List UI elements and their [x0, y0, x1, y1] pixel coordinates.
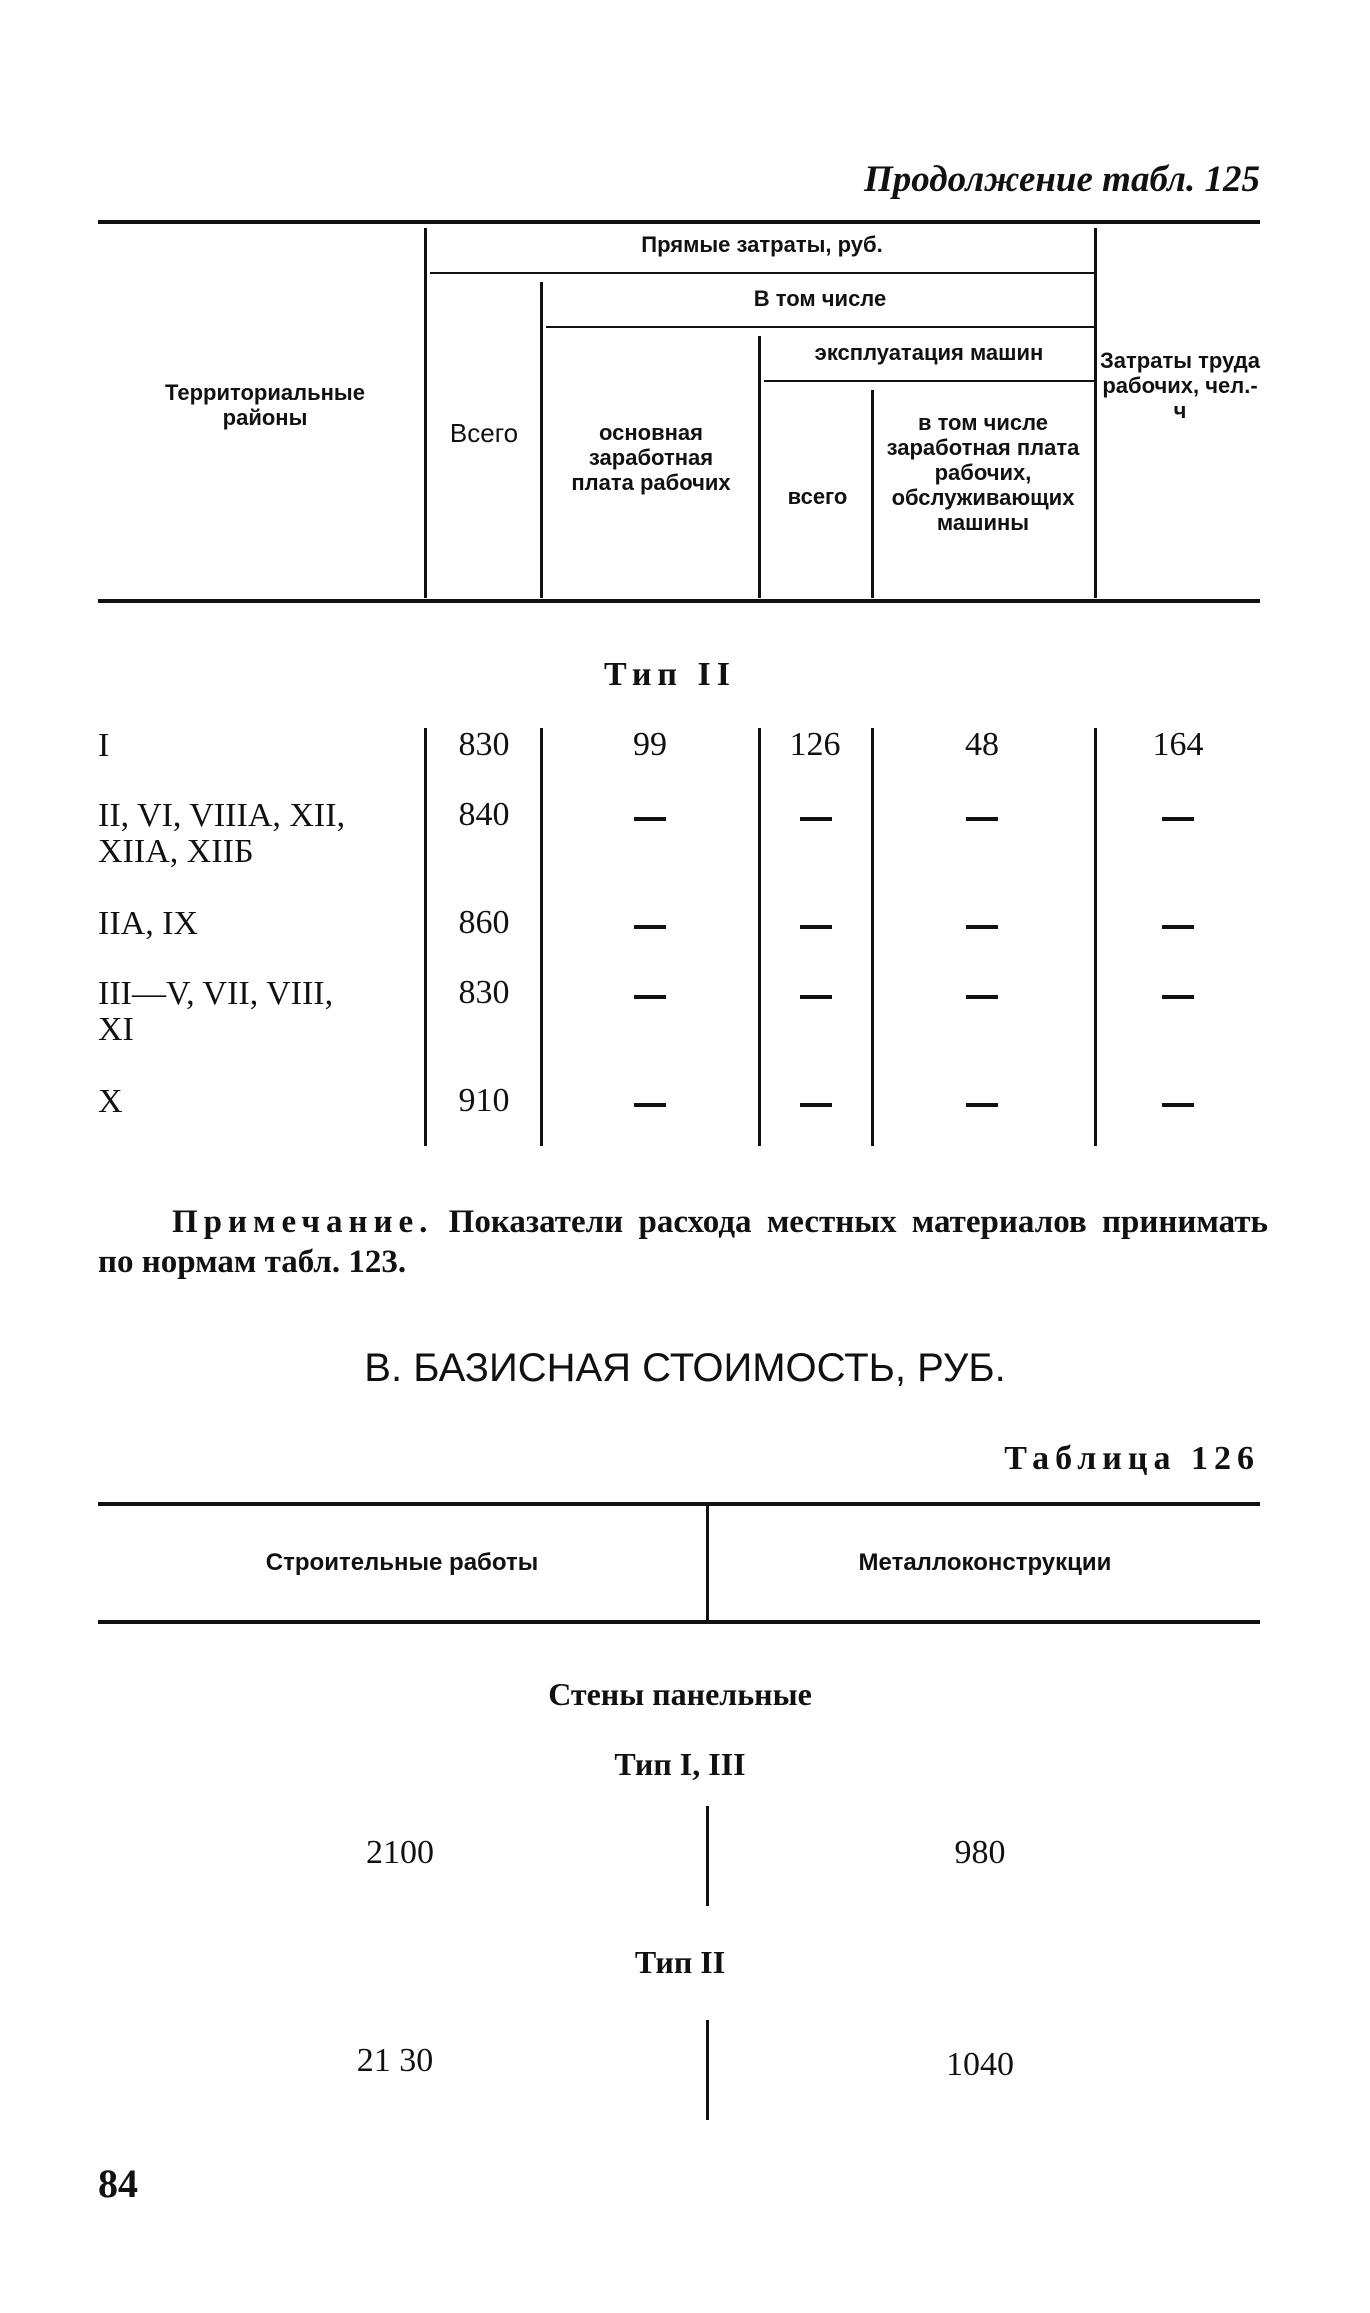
- region-label: II, VI, VIIIA, XII,: [98, 797, 346, 834]
- dash: [1162, 995, 1194, 999]
- cell-machine: 126: [789, 726, 841, 763]
- note-text: Показатели расхода местных материалов принимать по нормам табл. 123.: [98, 1204, 1268, 1280]
- header-labor: Затраты труда рабочих, чел.-ч: [1100, 348, 1260, 423]
- cell-wage: 99: [633, 726, 667, 763]
- header-base-wage: основная заработная плата рабочих: [571, 420, 731, 495]
- dash: [1162, 1103, 1194, 1107]
- page-number: 84: [98, 2161, 138, 2206]
- cell-metal: 980: [954, 1834, 1006, 1871]
- region-label: III—V, VII, VIII,: [98, 975, 334, 1012]
- dash: [634, 995, 666, 999]
- cell-total: 910: [458, 1082, 510, 1119]
- dash: [966, 817, 998, 821]
- header-total: Всего: [449, 418, 519, 448]
- region-label: XIIA, XIIБ: [98, 833, 254, 870]
- body-divider: [706, 1806, 709, 1906]
- body-divider: [871, 728, 874, 1146]
- cell-total: 860: [458, 904, 510, 941]
- header-divider: [706, 1506, 709, 1620]
- dash: [966, 1103, 998, 1107]
- region-label: XI: [98, 1011, 134, 1048]
- dash: [800, 1103, 832, 1107]
- header-divider: [1094, 228, 1097, 598]
- cell-total: 830: [458, 726, 510, 763]
- group-type-1-3: Тип I, III: [614, 1746, 746, 1782]
- dash: [800, 925, 832, 929]
- cell-total: 830: [458, 974, 510, 1011]
- section-title: В. БАЗИСНАЯ СТОИМОСТЬ, РУБ.: [364, 1346, 1006, 1390]
- dash: [1162, 925, 1194, 929]
- dash: [800, 995, 832, 999]
- body-divider: [758, 728, 761, 1146]
- header-including: В том числе: [753, 286, 887, 311]
- subtitle-walls: Стены панельные: [548, 1676, 812, 1712]
- header-divider: [871, 390, 874, 598]
- body-divider: [706, 2020, 709, 2120]
- cell-labor: 164: [1152, 726, 1204, 763]
- cell-metal: 1040: [946, 2046, 1014, 2083]
- region-label: IIA, IX: [98, 905, 199, 942]
- header-construction: Строительные работы: [265, 1549, 539, 1576]
- header-machine-operation: эксплуатация машин: [814, 340, 1044, 365]
- header-machine-total: всего: [787, 484, 848, 509]
- region-label: X: [98, 1083, 123, 1120]
- dash: [634, 925, 666, 929]
- dash: [634, 1103, 666, 1107]
- header-divider: [758, 336, 761, 598]
- header-divider: [540, 282, 543, 598]
- header-metal: Металлоконструкции: [858, 1549, 1112, 1576]
- cell-total: 840: [458, 796, 510, 833]
- continuation-label: Продолжение табл. 125: [864, 159, 1260, 200]
- table-top-rule: [98, 220, 1260, 224]
- table-top-rule: [98, 1502, 1260, 1506]
- header-machine-wage: в том числе заработная плата рабочих, обслуживающих машины: [886, 410, 1080, 535]
- region-label: I: [98, 727, 110, 764]
- table-header-bottom-rule: [98, 599, 1260, 603]
- body-divider: [1094, 728, 1097, 1146]
- dash: [634, 817, 666, 821]
- dash: [1162, 817, 1194, 821]
- cell-machine-wage: 48: [965, 726, 999, 763]
- table-caption: Таблица 126: [1004, 1440, 1260, 1477]
- cell-construction: 2100: [366, 1834, 434, 1871]
- table-note: [98, 1202, 1268, 1282]
- header-divider: [424, 228, 427, 598]
- cell-construction: 21 30: [356, 2042, 434, 2079]
- dash: [800, 817, 832, 821]
- header-direct-costs: Прямые затраты, руб.: [641, 232, 883, 257]
- header-subrule: [430, 272, 1094, 274]
- note-label: Примечание.: [172, 1204, 434, 1240]
- header-subrule: [546, 326, 1094, 328]
- header-regions: Территориальные районы: [165, 380, 365, 430]
- group-title-type-ii: Тип II: [604, 656, 736, 693]
- table-header-bottom-rule: [98, 1620, 1260, 1624]
- dash: [966, 925, 998, 929]
- dash: [966, 995, 998, 999]
- group-type-2: Тип II: [634, 1944, 726, 1980]
- header-subrule: [764, 380, 1094, 382]
